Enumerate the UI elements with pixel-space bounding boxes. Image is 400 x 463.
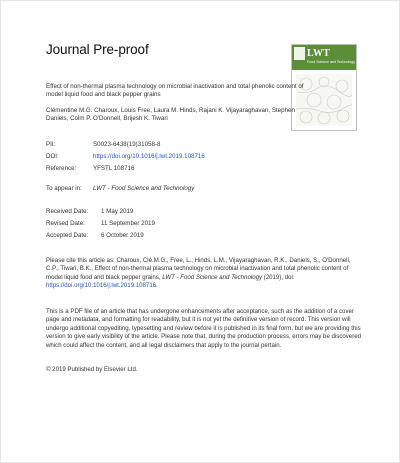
reference-value: YFSTL 108716 [93,165,135,172]
reference-row [46,165,134,172]
elsevier-logo-icon [294,47,305,60]
revised-date-row [46,220,155,227]
citation-journal: LWT - Food Science and Technology [162,273,263,281]
accepted-date-label: Accepted Date: [46,232,89,239]
pii-row [46,141,160,148]
citation-lead: Please cite this article as: Charoux, Clé.M.G., Free, L., Hinds, L.M., Vijayaraghavan, R.K., Daniels, S., O'Donnell, C.P., Tiwari, B.K., Effect of non-thermal plasma technology on microbial inactivation and total phenolic content of model liquid food and black pepper grains, [46,257,351,281]
cover-journal-subtitle: Food Science and Technology [307,60,356,64]
cover-pattern-icon [296,74,352,126]
cover-journal-title: LWT [307,48,331,59]
doi-link[interactable]: https://doi.org/10.1016/j.lwt.2019.108716 [93,153,205,160]
doi-row [46,153,205,160]
citation-tail: (2019), doi: [262,273,295,281]
citation-end: . [156,282,158,290]
journal-pre-proof-heading: Journal Pre-proof [46,42,149,57]
disclaimer-paragraph: This is a PDF file of an article that has undergone enhancements after acceptance, such as the addition of a cover page and metadata, and formatting for readability, but it is not yet the definitive version of record. This version will undergo additional copyediting, typesetting and review before it is published in its final form, but we are providing this version to give early visibility of the article. Please note that, during the production process, errors may be discovered which could affect the content, and all legal disclaimers that apply to the journal pertain. [46,308,362,349]
revised-date-label: Revised Date: [46,220,85,227]
received-date-row [46,208,133,215]
cover-header-band [292,45,356,70]
appear-in-journal: LWT - Food Science and Technology [93,185,195,192]
accepted-date-row [46,232,144,239]
article-authors: Clémentine M.G. Charoux, Louis Free, Laura M. Hinds, Rajani K. Vijayaraghavan, Stephen Daniels, Colm P. O'Donnell, Brijesh K. Tiwari [46,107,295,122]
cover-artwork [296,74,352,126]
citation-paragraph [46,257,362,291]
appear-in-row [46,185,194,192]
copyright-notice: © 2019 Published by Elsevier Ltd. [46,366,138,373]
accepted-date-value: 6 October 2019 [101,232,144,239]
pii-value: S0023-6438(19)31058-8 [93,141,161,148]
received-date-value: 1 May 2019 [101,208,134,215]
revised-date-value: 11 September 2019 [101,220,155,227]
article-title: Effect of non-thermal plasma technology on microbial inactivation and total phenolic content of model liquid food and black pepper grains [46,83,304,98]
doi-label: DOI: [46,153,59,160]
appear-in-label: To appear in: [46,185,82,192]
received-date-label: Received Date: [46,208,89,215]
pii-label: PII: [46,141,56,148]
citation-doi-link[interactable]: https://doi.org/10.1016/j.lwt.2019.108716 [46,282,157,290]
reference-label: Reference: [46,165,77,172]
